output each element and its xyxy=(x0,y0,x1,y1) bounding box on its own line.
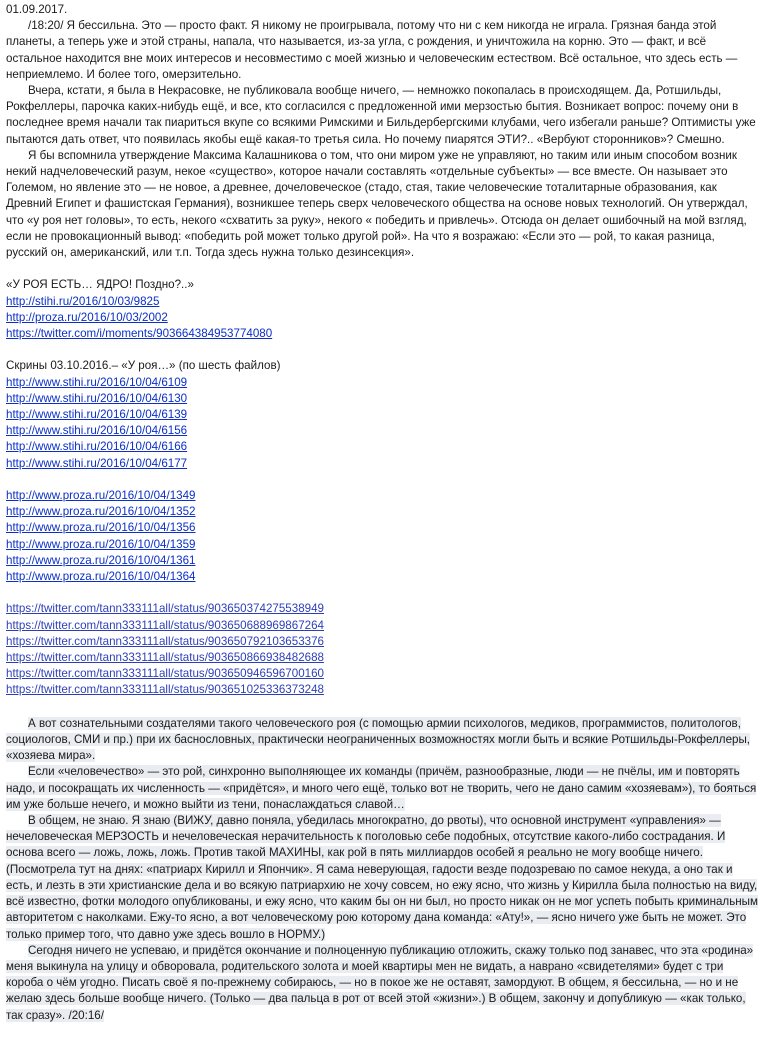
highlighted-text: В общем, не знаю. Я знаю (ВИЖУ, давно поняла, убедилась многократно, до рвоты), что основной инструмент «управления» — нечеловеческая МЕРЗОСТЬ и нечеловеческая нерачительность к поголовью себе подобных, отсутствие какого-либо сострадания. И основа всего — ложь, ложь, ложь. Против такой МАХИНЫ, как рой в пять миллиардов особей я реально не могу вообще ничего. (Посмотрела тут на днях: «патриарх Кирилл и Япончик». Я сама неверующая, гадости везде подозреваю по самое некуда, а оно так и есть, и лезть в эти христианские дела и во всякую патриархию не хочу совсем, но ежу ясно, что жизнь у Кирилла была полностью на виду, всё известно, фотки молодого опубликованы, и ежу ясно, что каким бы он ни был, но просто никак он не мог успеть побыть криминальным авторитетом с наколками. Ежу-то ясно, а вот человеческому рою которому дана команда: «Ату!», — ясно ничего уже быть не может. Это только пример того, что давно уже здесь вошло в НОРМУ.) xyxy=(6,814,758,941)
twitter-status-link[interactable]: https://twitter.com/tann333111all/status/903650946596700160 xyxy=(6,667,324,681)
proza-screen-link[interactable]: http://www.proza.ru/2016/10/04/1364 xyxy=(6,570,196,584)
twitter-status-link[interactable]: https://twitter.com/tann333111all/status/903650792103653376 xyxy=(6,634,324,648)
swarm-link-proza[interactable]: http://proza.ru/2016/10/03/2002 xyxy=(6,310,168,324)
twitter-status-link[interactable]: https://twitter.com/tann333111all/status/903650866938482688 xyxy=(6,651,324,665)
twitter-status-link[interactable]: https://twitter.com/tann333111all/status/903651025336373248 xyxy=(6,683,324,697)
stihi-screen-link[interactable]: http://www.stihi.ru/2016/10/04/6139 xyxy=(6,408,188,422)
paragraph-humanity-swarm xyxy=(6,764,759,813)
spacer xyxy=(6,585,759,601)
highlighted-text: Сегодня ничего не успеваю, и придётся окончание и полноценную публикацию отложить, скажу только под занавес, что эта «родина» меня выкинула на улицу и обворовала, родительского золота и моей квартиры мен не видать, а наврано «свидетелями» будет с три короба о чём угодно. Писать своё я по-прежнему собираюсь, — но в покое же не оставят, замордуют. В общем, я бессильна, — но и не желаю здесь больше вообще ничего. (Только — два пальца в рот от всей этой «жизни».) В общем, закончу и допубликую — «как только, так сразу». /20:16/ xyxy=(6,943,754,1022)
entry-date: 01.09.2017. xyxy=(6,3,68,16)
stihi-screen-link[interactable]: http://www.stihi.ru/2016/10/04/6109 xyxy=(6,375,188,389)
swarm-link-twitter-moments[interactable]: https://twitter.com/i/moments/903664384953774080 xyxy=(6,327,273,341)
paragraph-intro: /18:20/ Я бессильна. Это — просто факт. Я никому не проигрывала, потому что ни с кем никогда не играла. Грязная банда этой планеты, а теперь уже и этой страны, напала, что называется, из-за угла, с рождения, и уничтожила на корню. Это — факт, и всё остальное находится вне моих интересов и несовместимо с моей жизнью и человеческим естеством. Всё остальное, что здесь есть — неприемлемо. И более того, омерзительно. xyxy=(6,19,738,81)
proza-screen-link[interactable]: http://www.proza.ru/2016/10/04/1356 xyxy=(6,521,196,535)
spacer xyxy=(6,261,759,277)
stihi-screen-link[interactable]: http://www.stihi.ru/2016/10/04/6166 xyxy=(6,440,188,454)
highlighted-section xyxy=(6,716,759,1024)
paragraph-dont-know xyxy=(6,813,759,943)
proza-screen-link[interactable]: http://www.proza.ru/2016/10/04/1361 xyxy=(6,553,196,567)
highlighted-text: А вот сознательными создателями такого человеческого роя (с помощью армии психологов, медиков, программистов, политологов, социологов, СМИ и пр.) при их баснословных, практически неограниченных возможностях могли быть и всякие Ротшильды-Рокфеллеры, «хозяева мира». xyxy=(6,716,751,763)
paragraph-nekrasovka: Вчера, кстати, я была в Некрасовке, не публиковала вообще ничего, — немножко покопалась в происходящем. Да, Ротшильды, Рокфеллеры, парочка каких-нибудь ещё, и все, кто согласился с предложенной ими мерзостью бытия. Возникает вопрос: почему они в последнее время начали так пиариться вкупе со всякими Римскими и Бильдербергскими клубами, чего избегали раньше? Оптимисты уже пытаются дать ответ, что появилась якобы ещё какая-то третья сила. Но почему пиарятся ЭТИ?.. «Вербуют сторонников»? Смешно. xyxy=(6,84,756,146)
stihi-screen-link[interactable]: http://www.stihi.ru/2016/10/04/6156 xyxy=(6,424,188,438)
proza-screen-link[interactable]: http://www.proza.ru/2016/10/04/1349 xyxy=(6,489,196,503)
paragraph-kalashnikov: Я бы вспомнила утверждение Максима Калашникова о том, что они миром уже не управляют, но таким или иным способом возник некий надчеловеческий разум, некое «существо», которое начали составлять «отдельные субъекты» — все вместе. Он называет это Големом, но явление это — не новое, а древнее, дочеловеческое (стадо, стая, такие человеческие тоталитарные образования, как Древний Египет и фашистская Германия), возникшее теперь сверх человеческого общества на основе новых технологий. Он утверждал, что «у роя нет головы», то есть, некого «схватить за руку», некого « победить и привлечь». Отсюда он делает ошибочный на мой взгляд, если не провокационный вывод: «победить рой может только другой рой». На что я возражаю: «Если это — рой, то какая разница, русский он, американский, или т.п. Тогда здесь нужна только дезинсекция». xyxy=(6,148,748,260)
twitter-status-link[interactable]: https://twitter.com/tann333111all/status/903650688969867264 xyxy=(6,618,324,632)
swarm-link-stihi[interactable]: http://stihi.ru/2016/10/03/9825 xyxy=(6,294,160,308)
spacer xyxy=(6,342,759,358)
proza-screen-link[interactable]: http://www.proza.ru/2016/10/04/1352 xyxy=(6,505,196,519)
stihi-screen-link[interactable]: http://www.stihi.ru/2016/10/04/6130 xyxy=(6,391,188,405)
screens-heading: Скрины 03.10.2016.– «У роя…» (по шесть файлов) xyxy=(6,359,281,373)
stihi-screen-link[interactable]: http://www.stihi.ru/2016/10/04/6177 xyxy=(6,456,188,470)
spacer xyxy=(6,699,759,715)
spacer xyxy=(6,472,759,488)
proza-screen-link[interactable]: http://www.proza.ru/2016/10/04/1359 xyxy=(6,537,196,551)
paragraph-closing xyxy=(6,943,759,1024)
highlighted-text: Если «человечество» — это рой, синхронно выполняющее их команды (причём, разнообразные, люди — не пчёлы, им и повторять надо, и посокращать их численность — «придётся», и много чего ещё, только вот не творить, чего не дано самим «хозяевам»), то бояться им уже больше нечего, и можно выйти из тени, понаслаждаться славой… xyxy=(6,765,757,811)
paragraph-creators xyxy=(6,716,759,765)
swarm-heading: «У РОЯ ЕСТЬ… ЯДРО! Поздно?..» xyxy=(6,278,194,292)
twitter-status-link[interactable]: https://twitter.com/tann333111all/status/903650374275538949 xyxy=(6,602,324,616)
